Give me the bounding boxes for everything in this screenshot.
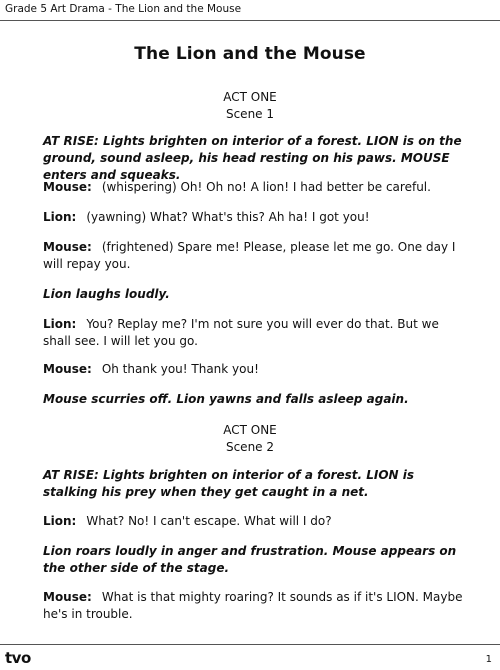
scene2-scene: Scene 2 (225, 440, 275, 454)
dialogue-text: You? Replay me? I'm not sure you will ever do that. But we shall see. I will let you go. (43, 317, 439, 348)
tvo-logo: tvo (5, 649, 31, 667)
dialogue-text: What? No! I can't escape. What will I do? (86, 514, 332, 528)
footer-divider (0, 644, 500, 645)
dialogue-line (43, 513, 463, 530)
dialogue-line (43, 179, 463, 196)
speaker-name: Mouse: (43, 180, 92, 194)
page-number: 1 (485, 654, 492, 665)
dialogue-text: Oh thank you! Thank you! (101, 362, 259, 376)
scene1-scene: Scene 1 (225, 107, 275, 121)
document-header-text: Grade 5 Art Drama - The Lion and the Mouse (5, 3, 242, 15)
stage-direction: Mouse scurries off. Lion yawns and falls asleep again. (43, 392, 409, 406)
speaker-name: Mouse: (43, 240, 92, 254)
scene1-act: ACT ONE (223, 90, 277, 104)
scene1-heading (0, 89, 500, 123)
dialogue-text: (yawning) What? What's this? Ah ha! I got you! (86, 210, 370, 224)
scene1-at-rise: AT RISE: Lights brighten on interior of a forest. LION is on the ground, sound asleep, his head resting on his paws. MOUSE enters and squeaks. (43, 134, 462, 182)
speaker-name: Lion: (43, 317, 77, 331)
scene2-heading (0, 422, 500, 456)
dialogue-text: (whispering) Oh! Oh no! A lion! I had better be careful. (101, 180, 431, 194)
dialogue-line (43, 209, 463, 226)
page-title: The Lion and the Mouse (134, 44, 366, 64)
stage-direction: Lion roars loudly in anger and frustration. Mouse appears on the other side of the stage. (43, 544, 457, 575)
stage-direction: Lion laughs loudly. (43, 287, 170, 301)
speaker-name: Lion: (43, 514, 77, 528)
dialogue-line (43, 589, 463, 623)
dialogue-line (43, 316, 463, 350)
dialogue-text: (frightened) Spare me! Please, please let me go. One day I will repay you. (43, 240, 456, 271)
dialogue-line (43, 239, 463, 273)
speaker-name: Mouse: (43, 362, 92, 376)
scene2-act: ACT ONE (223, 423, 277, 437)
document-header (0, 0, 500, 21)
dialogue-text: What is that mighty roaring? It sounds as if it's LION. Maybe he's in trouble. (43, 590, 463, 621)
scene2-at-rise: AT RISE: Lights brighten on interior of a forest. LION is stalking his prey when they get caught in a net. (43, 468, 415, 499)
speaker-name: Lion: (43, 210, 77, 224)
dialogue-line (43, 361, 463, 378)
speaker-name: Mouse: (43, 590, 92, 604)
